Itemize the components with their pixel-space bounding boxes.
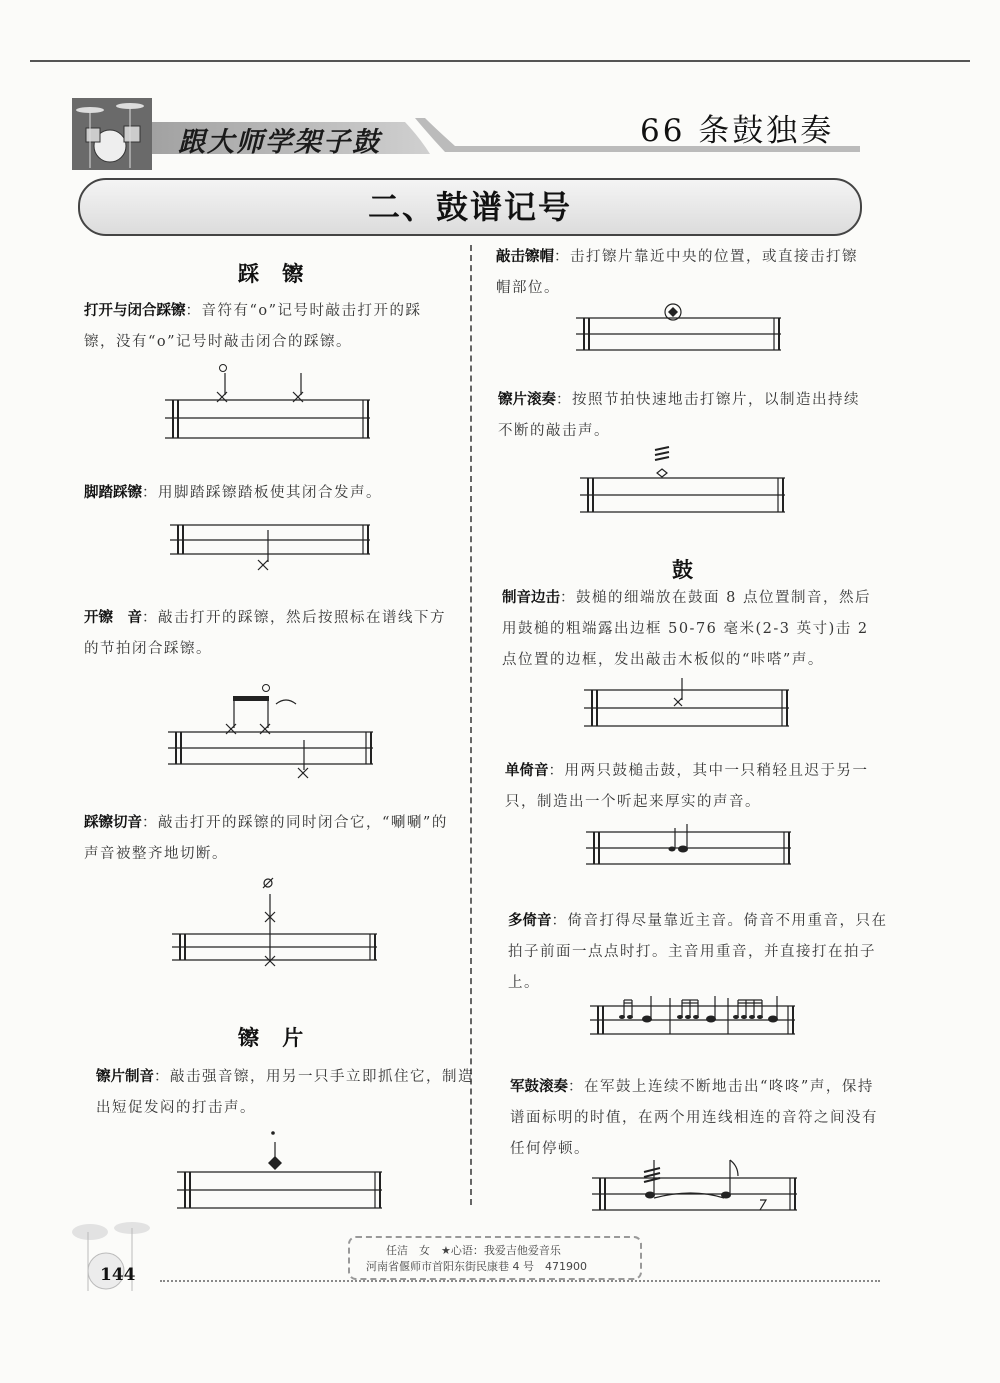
column-divider [470, 245, 472, 1205]
drum-kit-icon [72, 98, 152, 170]
text: 不断的敲击声。 [498, 423, 610, 439]
text: ：击打镲片靠近中央的位置，或直接击打镲 [554, 249, 858, 265]
text: ：用脚踏踩镲踏板使其闭合发声。 [142, 485, 382, 501]
text: 镲，没有“o”记号时敲击闭合的踩镲。 [84, 334, 353, 350]
text: 上。 [508, 975, 540, 991]
footer-dotted-rule [160, 1280, 880, 1282]
section-heading-cymbal: 镲 片 [238, 1026, 312, 1050]
stamp-line-2: 河南省偃师市首阳东街民康巷 4 号 471900 [366, 1260, 587, 1273]
text: ：按照节拍快速地击打镲片，以制造出持续 [556, 392, 860, 408]
paragraph-open-hihat-sound [84, 603, 446, 665]
paragraph-cymbal-choke [96, 1062, 474, 1124]
scan-edge-line [30, 60, 970, 62]
text: ：音符有“o”记号时敲击打开的踩 [185, 303, 422, 319]
text: ：倚音打得尽量靠近主音。倚音不用重音，只在 [551, 913, 888, 929]
notation-snare-roll [592, 1152, 802, 1218]
term-open-hihat-sound: 开镲 音 [84, 610, 142, 626]
notation-hihat-cut [172, 872, 382, 972]
chapter-title: 二、鼓谱记号 [367, 188, 572, 226]
text: 出短促发闷的打击声。 [96, 1100, 256, 1116]
paragraph-hihat-cut [84, 808, 448, 870]
series-title: 66 条鼓独奏 [640, 113, 835, 149]
text: ：用两只鼓槌击鼓，其中一只稍轻且迟于另一 [548, 763, 869, 779]
notation-cymbal-roll [580, 442, 790, 522]
term-snare-roll: 军鼓滚奏 [510, 1079, 568, 1095]
notation-rim-click [584, 676, 794, 736]
text: 拍子前面一点点时打。主音用重音，并直接打在拍子 [508, 944, 876, 960]
term-multiple-grace: 多倚音 [508, 913, 552, 929]
term-flam: 单倚音 [505, 763, 549, 779]
text: ：敲击打开的踩镲，然后按照标在谱线下方 [142, 610, 446, 626]
paragraph-rim-click [502, 583, 871, 676]
notation-flam [586, 822, 796, 872]
text: 声音被整齐地切断。 [84, 846, 228, 862]
section-heading-drum: 鼓 [672, 558, 701, 582]
text: 只，制造出一个听起来厚实的声音。 [505, 794, 761, 810]
term-rim-click: 制音边击 [502, 590, 560, 606]
text: 点位置的边框，发出敲击木板似的“咔嗒”声。 [502, 652, 824, 668]
book-title: 跟大师学架子鼓 [178, 127, 381, 158]
term-cymbal-choke: 镲片制音 [96, 1069, 154, 1085]
paragraph-foot-hihat [84, 478, 382, 509]
stamp-line-1: 任洁 女 ★心语：我爱吉他爱音乐 [386, 1244, 561, 1257]
term-open-close-hihat: 打开与闭合踩镲 [84, 303, 186, 319]
term-cymbal-bell: 敲击镲帽 [496, 249, 554, 265]
notation-foot-hihat [170, 520, 375, 575]
text: ：在军鼓上连续不断地击出“咚咚”声，保持 [568, 1079, 874, 1095]
text: ：鼓槌的细端放在鼓面 8 点位置制音，然后 [560, 590, 871, 606]
notation-cymbal-bell [576, 296, 786, 361]
paragraph-multiple-grace [508, 906, 888, 999]
paragraph-open-close-hihat [84, 296, 422, 358]
term-cymbal-roll: 镲片滚奏 [498, 392, 556, 408]
text: 的节拍闭合踩镲。 [84, 641, 212, 657]
text: 帽部位。 [496, 280, 560, 296]
notation-cymbal-choke [177, 1128, 387, 1213]
paragraph-cymbal-bell [496, 242, 858, 304]
text: 谱面标明的时值，在两个用连线相连的音符之间没有 [510, 1110, 878, 1126]
chapter-banner [78, 178, 862, 236]
paragraph-cymbal-roll [498, 385, 860, 447]
term-hihat-cut: 踩镲切音 [84, 815, 142, 831]
text: ：敲击打开的踩镲的同时闭合它，“唰唰”的 [142, 815, 448, 831]
notation-open-close-hihat [165, 360, 375, 445]
notation-open-hihat-sound [168, 680, 378, 780]
text: 用鼓槌的粗端露出边框 50-76 毫米(2-3 英寸)击 2 [502, 621, 869, 637]
text: ：敲击强音镲，用另一只手立即抓住它，制造 [154, 1069, 474, 1085]
paragraph-flam [505, 756, 869, 818]
text: 任何停顿。 [510, 1141, 590, 1157]
notation-multiple-grace [590, 994, 800, 1044]
page-number: 144 [100, 1265, 136, 1285]
term-foot-hihat: 脚踏踩镲 [84, 485, 142, 501]
section-heading-hihat: 踩 镲 [238, 262, 312, 286]
